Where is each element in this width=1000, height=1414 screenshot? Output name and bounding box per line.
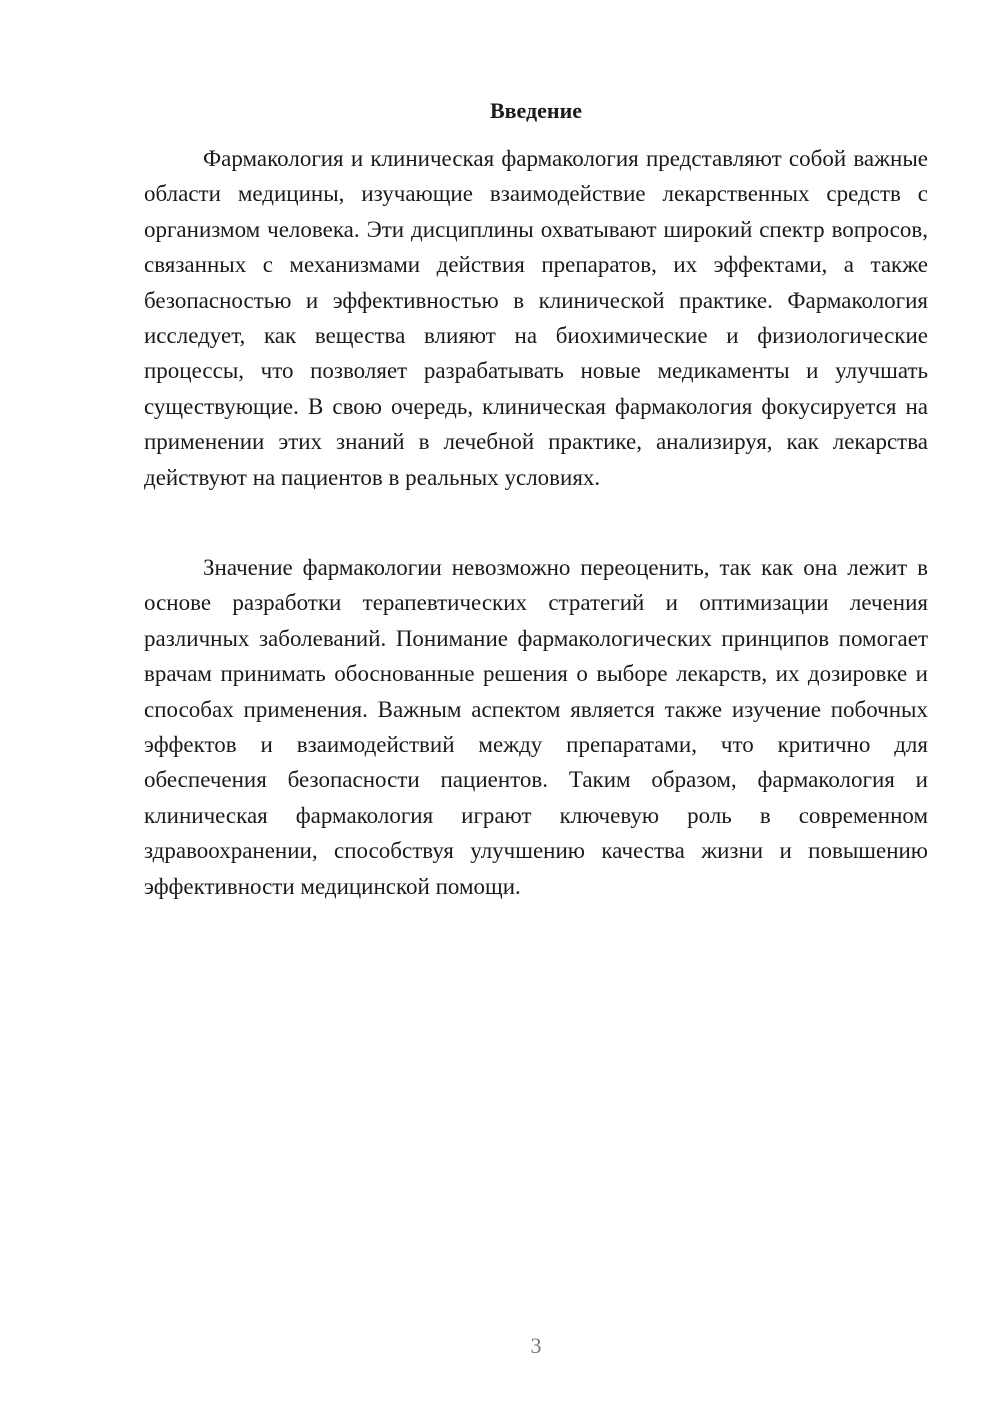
section-heading: Введение xyxy=(489,98,583,123)
paragraph-2: Значение фармакологии невозможно переоценить, так как она лежит в основе разработки терапевтических стратегий и оптимизации лечения различных заболеваний. Понимание фармакологических принципов помогает врачам принимать обоснованные решения о выборе лекарств, их дозировке и способах применения. Важным аспектом является также изучение побочных эффектов и взаимодействий между препаратами, что критично для обеспечения безопасности пациентов. Таким образом, фармакология и клиническая фармакология играют ключевую роль в современном здравоохранении, способствуя улучшению качества жизни и повышению эффективности медицинской помощи. xyxy=(144,555,928,899)
page-number: 3 xyxy=(530,1333,542,1358)
paragraph-1: Фармакология и клиническая фармакология представляют собой важные области медицины, изучающие взаимодействие лекарственных средств с организмом человека. Эти дисциплины охватывают широкий спектр вопросов, связанных с механизмами действия препаратов, их эффектами, а также безопасностью и эффективностью в клинической практике. Фармакология исследует, как вещества влияют на биохимические и физиологические процессы, что позволяет разрабатывать новые медикаменты и улучшать существующие. В свою очередь, клиническая фармакология фокусируется на применении этих знаний в лечебной практике, анализируя, как лекарства действуют на пациентов в реальных условиях. xyxy=(144,146,928,490)
